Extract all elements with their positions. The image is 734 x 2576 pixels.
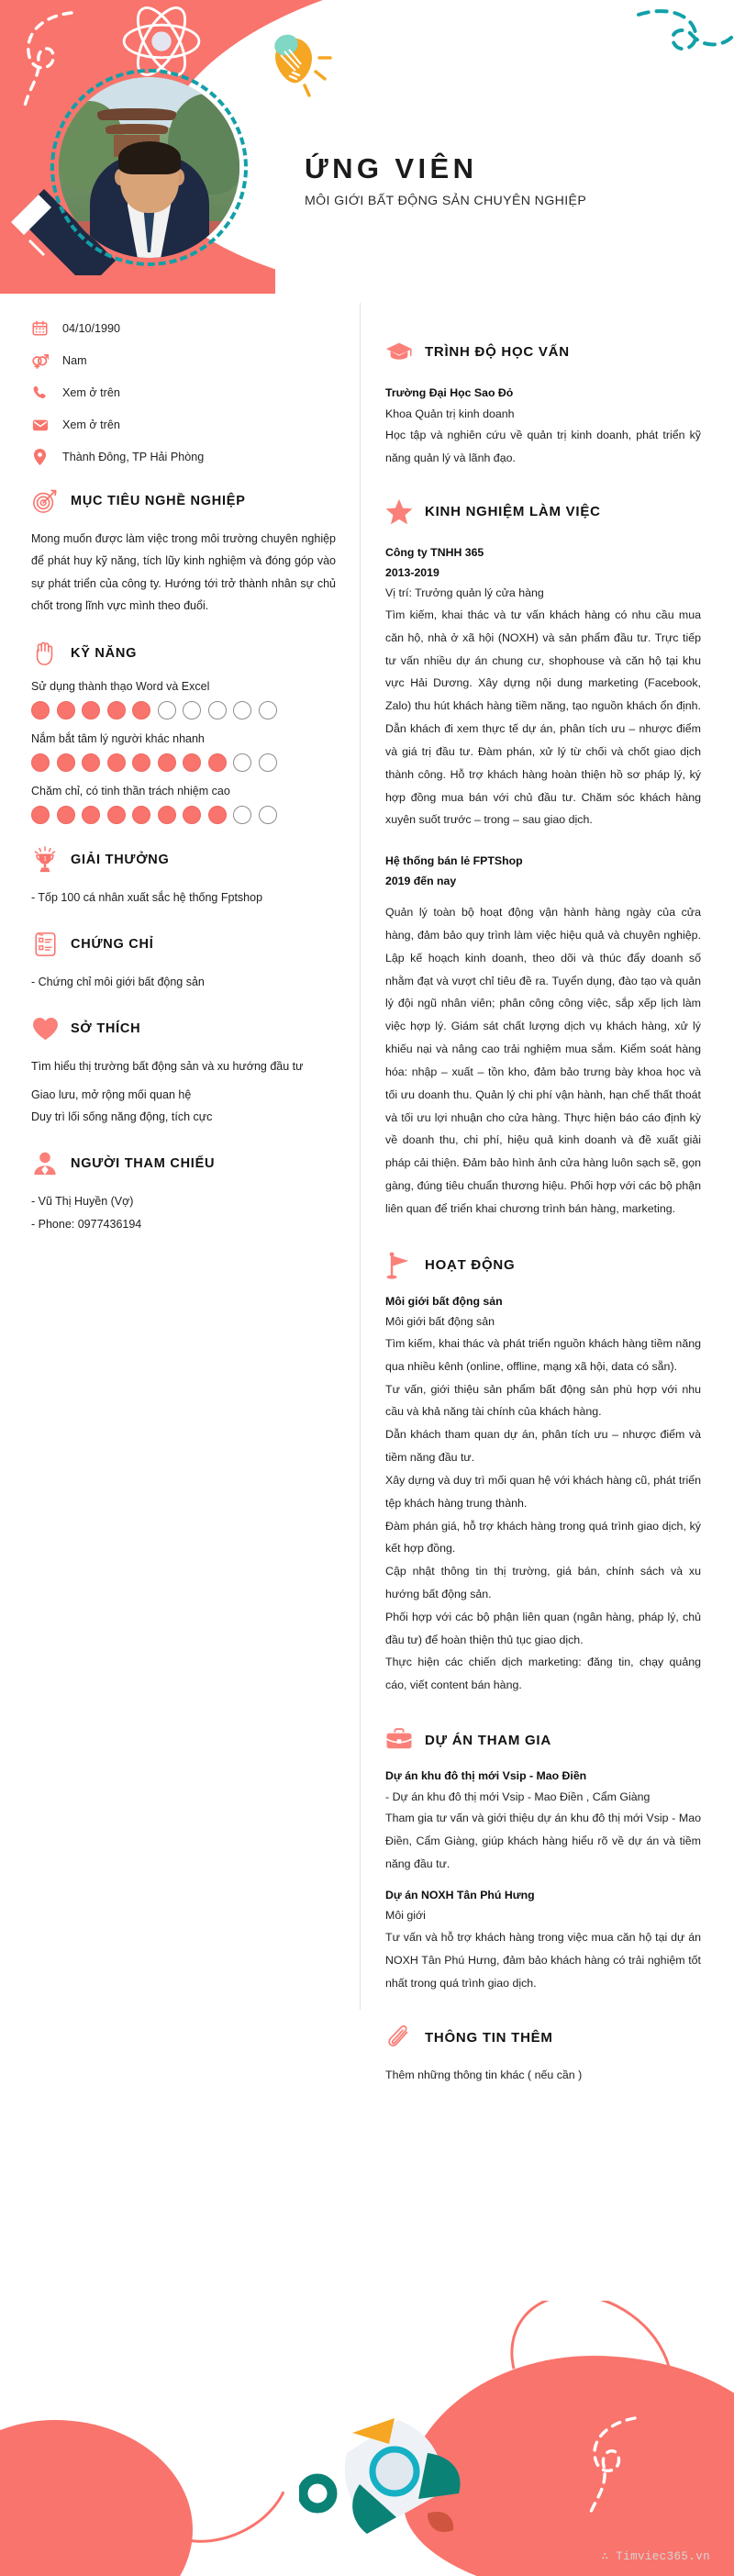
contact-email-value: Xem ở trên xyxy=(62,418,120,431)
skill-dot xyxy=(107,806,126,824)
skill-item xyxy=(31,732,336,772)
email-icon xyxy=(31,416,49,433)
hobby-item: Duy trì lối sống năng động, tích cực xyxy=(31,1110,213,1123)
skill-dot xyxy=(82,701,100,719)
trophy-icon xyxy=(31,846,59,874)
section-header-hobbies xyxy=(31,1015,336,1043)
main-column xyxy=(360,294,734,2269)
activity-line: Dẫn khách tham quan dự án, phân tích ưu – nhược điểm và tiềm năng đầu tư. xyxy=(385,1428,701,1465)
activity-line: Thực hiện các chiến dịch marketing: đăng tin, chạy quảng cáo, viết content bán hàng. xyxy=(385,1656,701,1692)
flag-icon xyxy=(385,1252,413,1279)
job-company: Hệ thống bán lẻ FPTShop xyxy=(385,854,523,868)
lightbulb-icon xyxy=(248,28,336,116)
calendar-icon xyxy=(31,319,49,337)
header-text-block xyxy=(305,154,586,208)
section-header-awards xyxy=(31,846,336,874)
activity-line: Tìm kiếm, khai thác và phát triển nguồn khách hàng tiềm năng qua nhiều kênh (online, offline, mạng xã hội, data có sẵn). xyxy=(385,1337,701,1373)
skill-label: Chăm chỉ, có tinh thần trách nhiệm cao xyxy=(31,784,230,797)
skill-rating xyxy=(31,753,336,772)
education-school: Trường Đại Học Sao Đỏ xyxy=(385,386,514,399)
skill-dot xyxy=(132,753,150,772)
skill-item xyxy=(31,680,336,719)
reference-item: - Phone: 0977436194 xyxy=(31,1217,142,1231)
page-title: ỨNG VIÊN xyxy=(305,152,478,184)
objective-body: Mong muốn được làm việc trong môi trường chuyên nghiệp để phát huy kỹ năng, tích lũy kinh nghiệm và đóng góp vào sự phát triển của công ty. Hướng tới trở thành nhân sự chủ chốt trong lĩnh vực mình theo đuổi. xyxy=(31,532,336,613)
activity-line: Cập nhật thông tin thị trường, giá bán, chính sách và xu hướng bất động sản. xyxy=(385,1565,701,1600)
section-header-experience xyxy=(385,497,701,525)
contact-address-value: Thành Đông, TP Hải Phòng xyxy=(62,450,205,463)
reference-item: - Vũ Thị Huyền (Vợ) xyxy=(31,1195,134,1209)
certificate-item: - Chứng chỉ môi giới bất động sản xyxy=(31,975,205,988)
teal-squiggle-decoration xyxy=(631,4,734,114)
skill-dot xyxy=(183,806,201,824)
hobby-item: Giao lưu, mở rộng mối quan hệ xyxy=(31,1087,192,1101)
skill-dot xyxy=(183,753,201,772)
skill-dot xyxy=(31,701,50,719)
avatar xyxy=(50,69,248,266)
skill-dot xyxy=(208,806,227,824)
activity-line: Phối hợp với các bộ phận liên quan (ngân hàng, pháp lý, chủ đầu tư) để hoàn thiện thủ tục giao dịch. xyxy=(385,1610,701,1646)
header-subtitle: MÔI GIỚI BẤT ĐỘNG SẢN CHUYÊN NGHIỆP xyxy=(305,193,587,208)
certificate-icon xyxy=(31,931,59,958)
project-item xyxy=(385,1767,701,1876)
contact-item-birthday xyxy=(31,319,336,337)
section-title-hobbies: SỞ THÍCH xyxy=(71,1021,141,1037)
section-title-objective: MỤC TIÊU NGHỀ NGHIỆP xyxy=(71,494,246,508)
section-header-objective xyxy=(31,487,336,515)
skill-dot xyxy=(158,753,176,772)
skill-dot xyxy=(208,753,227,772)
section-header-certificates xyxy=(31,931,336,958)
contact-item-email xyxy=(31,416,336,433)
location-icon xyxy=(31,448,49,465)
person-icon xyxy=(31,1150,59,1177)
job-period: 2019 đến nay xyxy=(385,874,457,887)
skill-dot xyxy=(158,701,176,719)
contact-list xyxy=(31,319,336,465)
skill-dot xyxy=(31,806,50,824)
contact-item-phone xyxy=(31,384,336,401)
section-title-skills: KỸ NĂNG xyxy=(71,645,138,661)
skill-dot xyxy=(132,701,150,719)
contact-item-gender xyxy=(31,351,336,369)
skill-rating xyxy=(31,701,336,719)
section-title-activities: HOẠT ĐỘNG xyxy=(425,1257,516,1274)
skill-dot xyxy=(57,753,75,772)
activity-line: Xây dựng và duy trì mối quan hệ với khách hàng cũ, phát triển tệp khách hàng trung thành. xyxy=(385,1473,701,1510)
gender-icon xyxy=(31,351,49,369)
skill-dot xyxy=(259,753,277,772)
phone-icon xyxy=(31,384,49,401)
activity-role: Môi giới bất động sản xyxy=(385,1315,495,1329)
skill-item xyxy=(31,785,336,824)
hobby-item: Tìm hiểu thị trường bất động sản và xu hướng đầu tư xyxy=(31,1060,304,1074)
skill-dot xyxy=(57,701,75,719)
experience-job xyxy=(385,543,701,831)
skill-dot xyxy=(132,806,150,824)
section-header-activities xyxy=(385,1252,701,1279)
section-title-awards: GIẢI THƯỞNG xyxy=(71,852,170,867)
education-faculty: Khoa Quản trị kinh doanh xyxy=(385,407,515,420)
cv-footer xyxy=(0,2301,734,2576)
skill-dot xyxy=(259,701,277,719)
section-title-extra: THÔNG TIN THÊM xyxy=(425,2030,553,2046)
heart-icon xyxy=(31,1015,59,1043)
contact-gender-value: Nam xyxy=(62,353,87,367)
cv-header xyxy=(0,0,734,294)
cv-body xyxy=(0,294,734,2269)
svg-text:1: 1 xyxy=(43,854,47,862)
section-header-projects xyxy=(385,1726,701,1754)
project-name: Dự án khu đô thị mới Vsip - Mao Điền xyxy=(385,1769,587,1783)
contact-birthday-value: 04/10/1990 xyxy=(62,321,121,335)
section-title-education: TRÌNH ĐỘ HỌC VẤN xyxy=(425,343,570,360)
target-icon xyxy=(31,487,59,515)
contact-phone-value: Xem ở trên xyxy=(62,385,120,399)
job-company: Công ty TNHH 365 xyxy=(385,546,484,560)
skill-dot xyxy=(107,753,126,772)
rocket-icon xyxy=(299,2405,473,2552)
education-detail: Học tập và nghiên cứu về quản trị kinh doanh, phát triển kỹ năng quản lý và lãnh đạo. xyxy=(385,429,701,465)
experience-job xyxy=(385,852,701,1220)
skill-dot xyxy=(233,806,251,824)
graduation-cap-icon xyxy=(385,338,413,365)
hand-icon xyxy=(31,640,59,667)
job-description: Quản lý toàn bộ hoạt động vận hành hàng ngày của cửa hàng, đảm bảo quy trình làm việc hiệu quả và chuyên nghiệp. Lập kế hoạch kinh doanh, theo dõi và thúc đẩy doanh số nhằm đạt và vượt chỉ tiêu đề ra. Tuyển dụng, đào tạo và quản lý đội ngũ nhân viên; phân công công việc, sắp xếp lịch làm việc hợp lý. Giám sát chất lượng dịch vụ khách hàng, xử lý khiếu nại và nâng cao trải nghiệm mua sắm. Kiểm soát hàng hóa: nhập – xuất – tồn kho, đảm bảo trưng bày khoa học và tối ưu doanh thu. Quản lý chi phí vận hành, hạn chế thất thoát và tối ưu lợi nhuận cho cửa hàng. Thực hiện báo cáo định kỳ về doanh thu, chi phí, hiệu quả kinh doanh và đề xuất giải pháp cải thiện. Đảm bảo hình ảnh cửa hàng luôn sạch sẽ, gọn gàng, đúng tiêu chuẩn thương hiệu. Phối hợp với các bộ phận liên quan để triển khai chương trình bán hàng, marketing. xyxy=(385,906,701,1215)
section-header-skills xyxy=(31,640,336,667)
project-sub: - Dự án khu đô thị mới Vsip - Mao Điền , Cẩm Giàng xyxy=(385,1790,651,1803)
skill-dot xyxy=(158,806,176,824)
activity-line: Đàm phán giá, hỗ trợ khách hàng trong quá trình giao dịch, ký kết hợp đồng. xyxy=(385,1519,701,1556)
skill-dot xyxy=(31,753,50,772)
watermark: ∴ Timviec365.vn xyxy=(601,2550,710,2563)
paperclip-icon xyxy=(385,2024,413,2052)
section-title-experience: KINH NGHIỆM LÀM VIỆC xyxy=(425,503,601,519)
extra-body: Thêm những thông tin khác ( nếu cần ) xyxy=(385,2068,583,2081)
skill-dot xyxy=(183,701,201,719)
activity-line: Tư vấn, giới thiệu sản phẩm bất động sản phù hợp với nhu cầu và khả năng tài chính của khách hàng. xyxy=(385,1382,701,1419)
award-item: - Tốp 100 cá nhân xuất sắc hệ thống Fptshop xyxy=(31,890,263,904)
job-description: Tìm kiếm, khai thác và tư vấn khách hàng có nhu cầu mua căn hộ, nhà ở xã hội (NOXH) và sản phẩm đầu tư. Trực tiếp tư vấn nhiều dự án chung cư, shophouse và căn hộ tại khu vực Hải Dương. Xây dựng nội dung marketing (Facebook, Zalo) thu hút khách hàng tiềm năng, tạo nguồn khách ổn định. Dẫn khách đi xem thực tế dự án, phân tích ưu – nhược điểm và giá trị đầu tư. Đàm phán, xử lý từ chối và chốt giao dịch thành công. Hỗ trợ khách hàng hoàn thiện hồ sơ pháp lý, ký hợp đồng mua bán với chủ đầu tư. Chăm sóc khách hàng xuyên suốt trước – trong – sau giao dịch. xyxy=(385,608,701,827)
briefcase-icon xyxy=(385,1726,413,1754)
section-title-reference: NGƯỜI THAM CHIẾU xyxy=(71,1156,216,1172)
project-detail: Tư vấn và hỗ trợ khách hàng trong việc mua căn hộ tại dự án NOXH Tân Phú Hưng, đảm bảo khách hàng có trải nghiệm tốt nhất trong quá trình giao dịch. xyxy=(385,1931,701,1990)
skill-dot xyxy=(259,806,277,824)
job-period: 2013-2019 xyxy=(385,565,439,579)
skill-label: Sử dụng thành thạo Word và Excel xyxy=(31,679,210,693)
skill-dot xyxy=(82,753,100,772)
section-header-education xyxy=(385,338,701,365)
section-header-reference xyxy=(31,1150,336,1177)
project-name: Dự án NOXH Tân Phú Hưng xyxy=(385,1888,535,1901)
skill-dot xyxy=(208,701,227,719)
section-header-extra xyxy=(385,2024,701,2052)
star-icon xyxy=(385,497,413,525)
skill-rating xyxy=(31,806,336,824)
project-item xyxy=(385,1886,701,1995)
section-title-certificates: CHỨNG CHỈ xyxy=(71,936,154,952)
job-position: Vị trí: Trưởng quản lý cửa hàng xyxy=(385,586,544,600)
project-sub: Môi giới xyxy=(385,1909,426,1923)
sidebar-column xyxy=(0,294,360,2269)
skill-dot xyxy=(233,701,251,719)
activity-name: Môi giới bất động sản xyxy=(385,1294,503,1308)
skill-dot xyxy=(82,806,100,824)
contact-item-address xyxy=(31,448,336,465)
skill-dot xyxy=(57,806,75,824)
atom-icon xyxy=(119,5,204,78)
section-title-projects: DỰ ÁN THAM GIA xyxy=(425,1732,551,1748)
skill-dot xyxy=(107,701,126,719)
project-detail: Tham gia tư vấn và giới thiệu dự án khu đô thị mới Vsip - Mao Điền, Cẩm Giàng, giúp khách hàng hiểu rõ về dự án và tiềm năng đầu tư. xyxy=(385,1812,701,1871)
avatar-photo xyxy=(59,77,239,258)
skill-dot xyxy=(233,753,251,772)
dashed-swirl-footer xyxy=(580,2414,653,2515)
skill-label: Nắm bắt tâm lý người khác nhanh xyxy=(31,731,205,745)
